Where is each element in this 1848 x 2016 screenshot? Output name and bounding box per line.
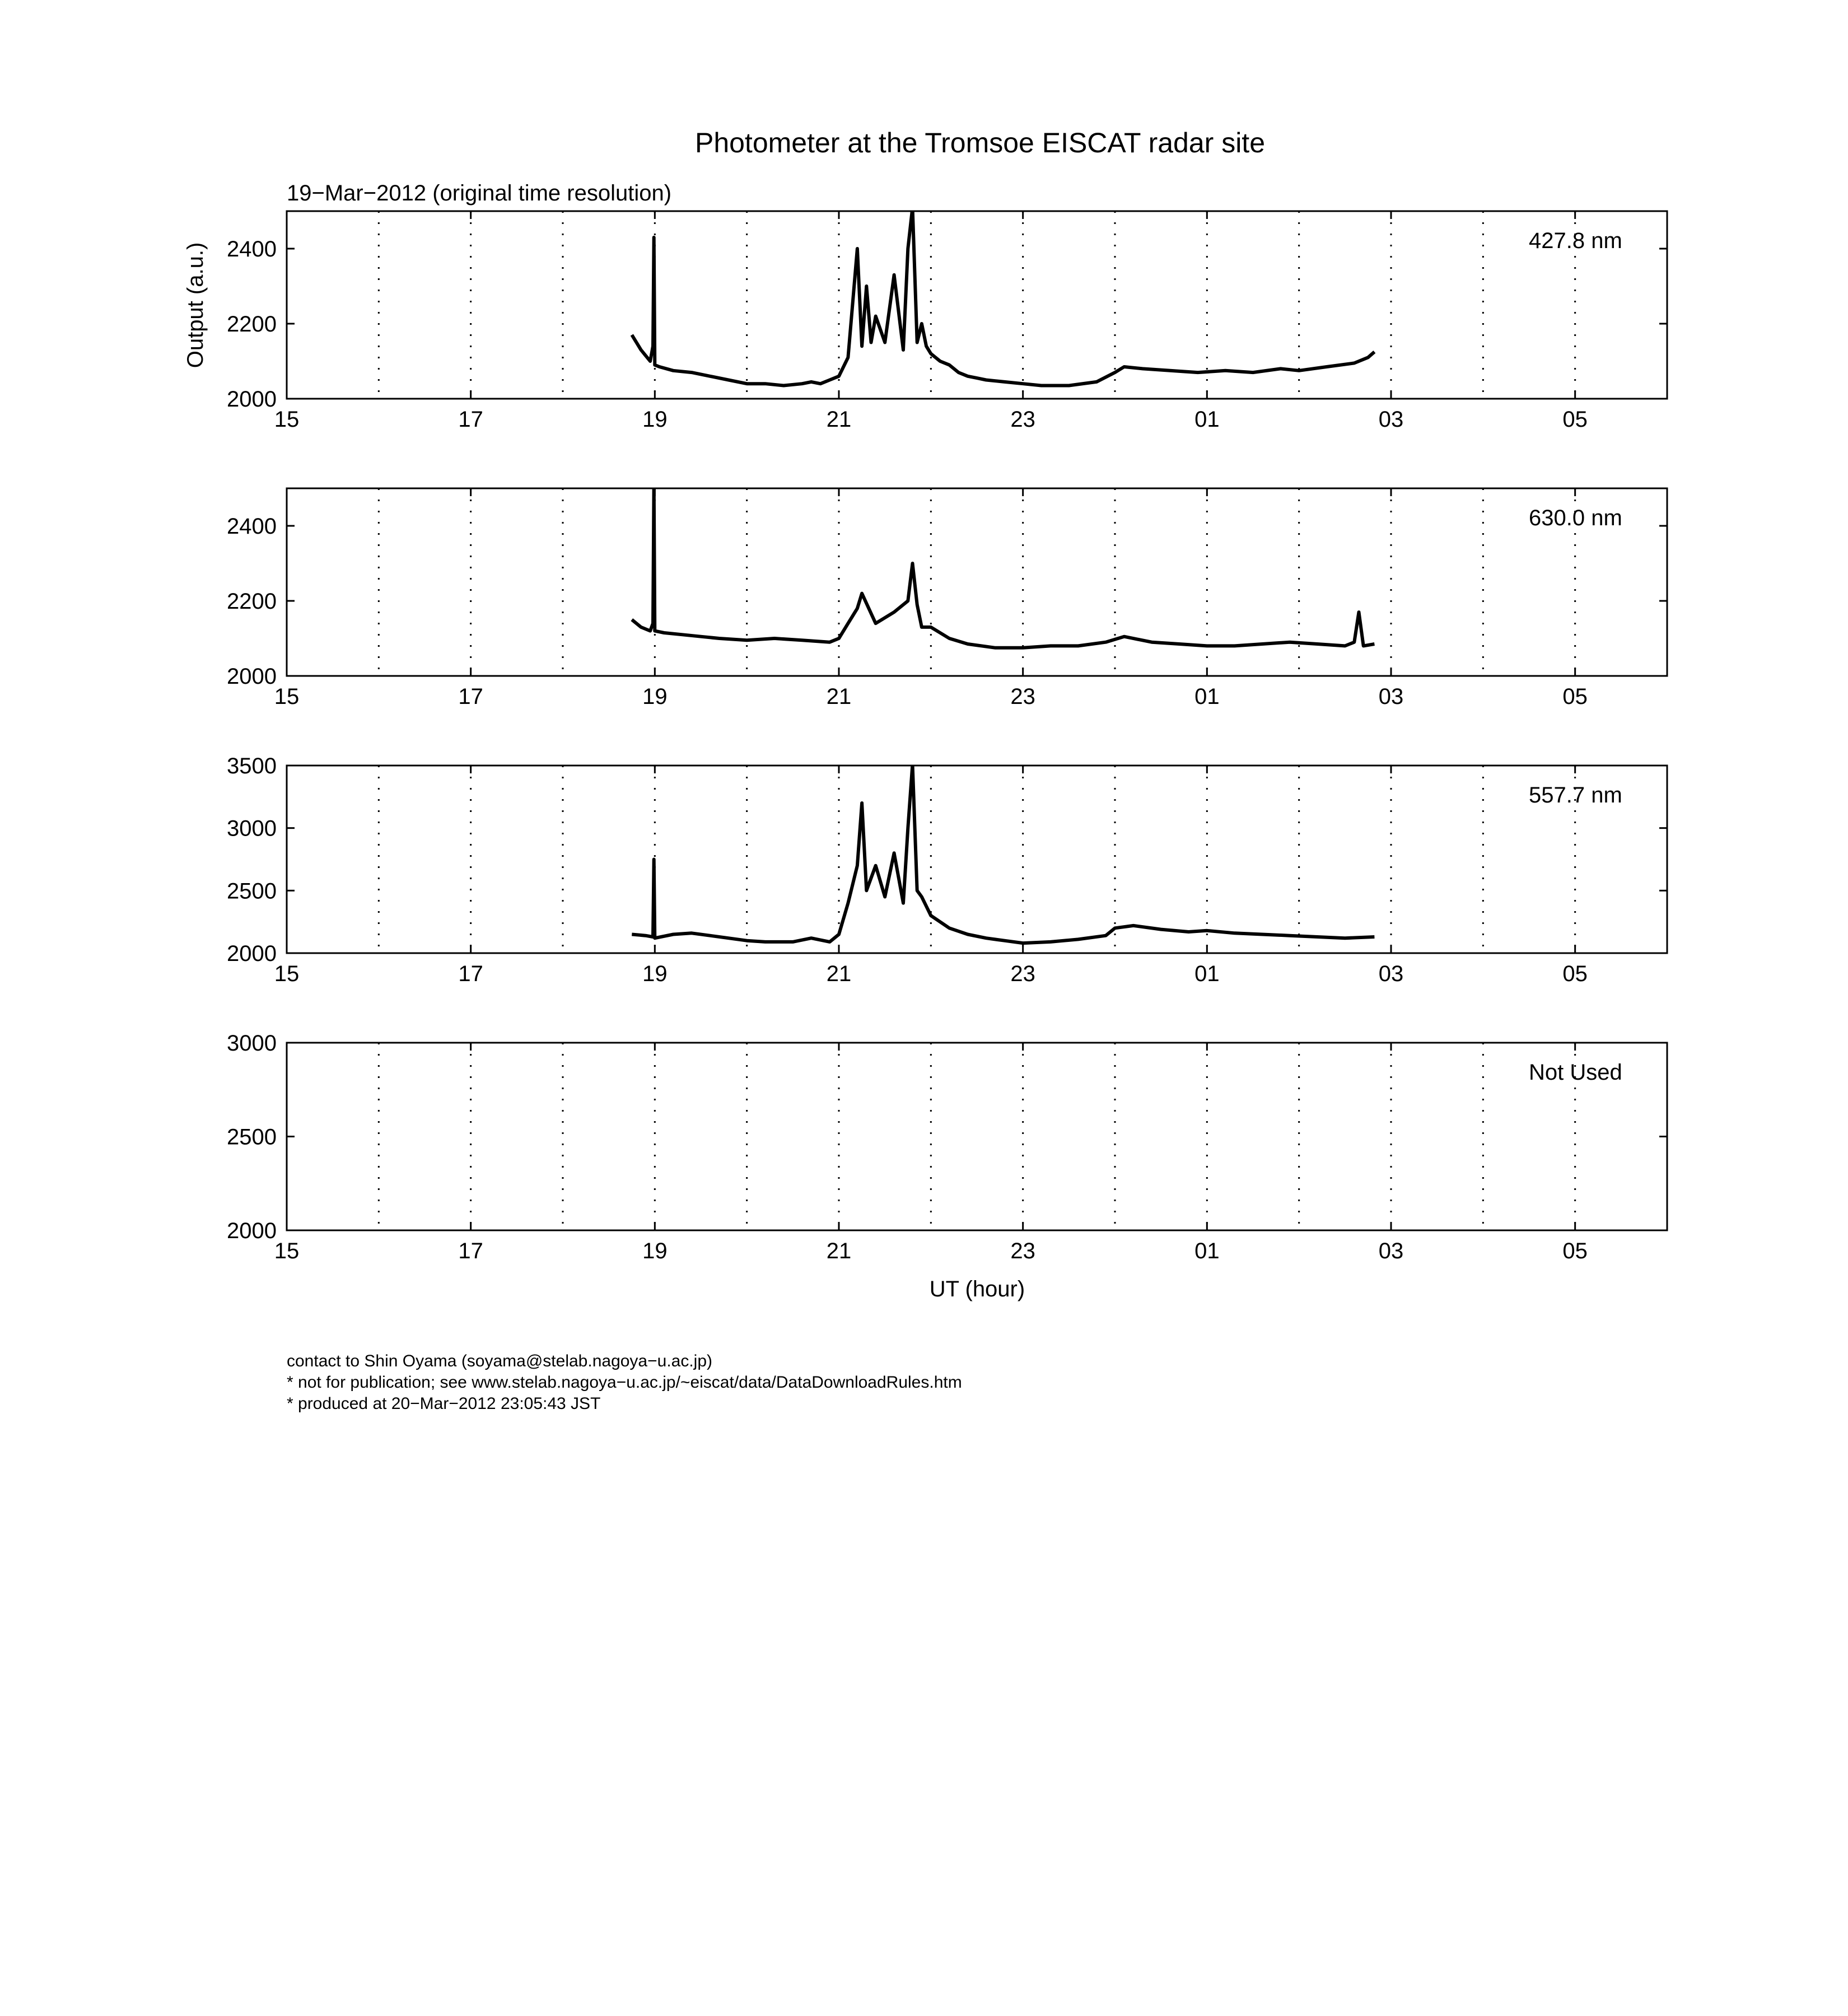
x-tick-label: 19 xyxy=(642,1239,668,1263)
panel-label: 557.7 nm xyxy=(1529,783,1622,808)
y-tick-label: 2200 xyxy=(227,312,277,337)
x-tick-label: 15 xyxy=(274,1239,300,1263)
panels-group xyxy=(227,207,1667,1263)
y-tick-label: 3000 xyxy=(227,1031,277,1056)
chart-panel xyxy=(227,207,1667,432)
x-tick-label: 23 xyxy=(1010,1239,1035,1263)
y-tick-label: 2400 xyxy=(227,514,277,539)
panel-label: 630.0 nm xyxy=(1529,506,1622,530)
footer-contact: contact to Shin Oyama (soyama@stelab.nagoya−u.ac.jp) xyxy=(287,1352,713,1370)
y-tick-label: 2200 xyxy=(227,589,277,614)
series-line xyxy=(632,207,1374,385)
axes-frame xyxy=(287,766,1667,953)
chart-panel xyxy=(227,1031,1667,1263)
y-tick-label: 2000 xyxy=(227,664,277,689)
footer-produced: * produced at 20−Mar−2012 23:05:43 JST xyxy=(287,1394,601,1413)
x-tick-label: 17 xyxy=(458,407,483,432)
y-tick-label: 3000 xyxy=(227,816,277,841)
x-tick-label: 19 xyxy=(642,962,668,986)
x-tick-label: 03 xyxy=(1378,1239,1404,1263)
x-tick-label: 15 xyxy=(274,684,300,709)
x-axis-label: UT (hour) xyxy=(929,1277,1025,1301)
x-tick-label: 17 xyxy=(458,962,483,986)
x-tick-label: 17 xyxy=(458,684,483,709)
x-tick-label: 23 xyxy=(1010,684,1035,709)
chart-panel xyxy=(227,484,1667,709)
x-tick-label: 15 xyxy=(274,407,300,432)
x-tick-label: 17 xyxy=(458,1239,483,1263)
x-tick-label: 05 xyxy=(1562,407,1588,432)
axes-frame xyxy=(287,488,1667,676)
y-tick-label: 2500 xyxy=(227,879,277,904)
x-tick-label: 01 xyxy=(1194,1239,1220,1263)
x-tick-label: 23 xyxy=(1010,962,1035,986)
x-tick-label: 05 xyxy=(1562,962,1588,986)
x-tick-label: 01 xyxy=(1194,684,1220,709)
series-line xyxy=(632,764,1374,943)
figure-subtitle: 19−Mar−2012 (original time resolution) xyxy=(287,181,672,206)
chart-panel xyxy=(227,754,1667,986)
x-tick-label: 01 xyxy=(1194,407,1220,432)
y-tick-label: 2000 xyxy=(227,387,277,412)
x-tick-label: 21 xyxy=(826,1239,852,1263)
x-tick-label: 21 xyxy=(826,407,852,432)
x-tick-label: 03 xyxy=(1378,962,1404,986)
y-tick-label: 2500 xyxy=(227,1124,277,1150)
x-tick-label: 19 xyxy=(642,407,668,432)
x-tick-label: 19 xyxy=(642,684,668,709)
y-tick-label: 3500 xyxy=(227,754,277,778)
x-tick-label: 21 xyxy=(826,684,852,709)
axes-frame xyxy=(287,211,1667,399)
panel-label: Not Used xyxy=(1529,1060,1622,1085)
axes-frame xyxy=(287,1043,1667,1230)
x-tick-label: 15 xyxy=(274,962,300,986)
y-tick-label: 2000 xyxy=(227,1219,277,1243)
y-axis-label: Output (a.u.) xyxy=(183,242,208,368)
x-tick-label: 05 xyxy=(1562,1239,1588,1263)
footer-rules: * not for publication; see www.stelab.nagoya−u.ac.jp/~eiscat/data/DataDownloadRules.htm xyxy=(287,1373,962,1392)
y-tick-label: 2000 xyxy=(227,941,277,966)
series-line xyxy=(632,484,1374,648)
x-tick-label: 03 xyxy=(1378,407,1404,432)
x-tick-label: 21 xyxy=(826,962,852,986)
x-tick-label: 03 xyxy=(1378,684,1404,709)
x-tick-label: 01 xyxy=(1194,962,1220,986)
x-tick-label: 05 xyxy=(1562,684,1588,709)
y-tick-label: 2400 xyxy=(227,237,277,262)
x-tick-label: 23 xyxy=(1010,407,1035,432)
panel-label: 427.8 nm xyxy=(1529,228,1622,253)
figure-title: Photometer at the Tromsoe EISCAT radar site xyxy=(694,127,1266,158)
